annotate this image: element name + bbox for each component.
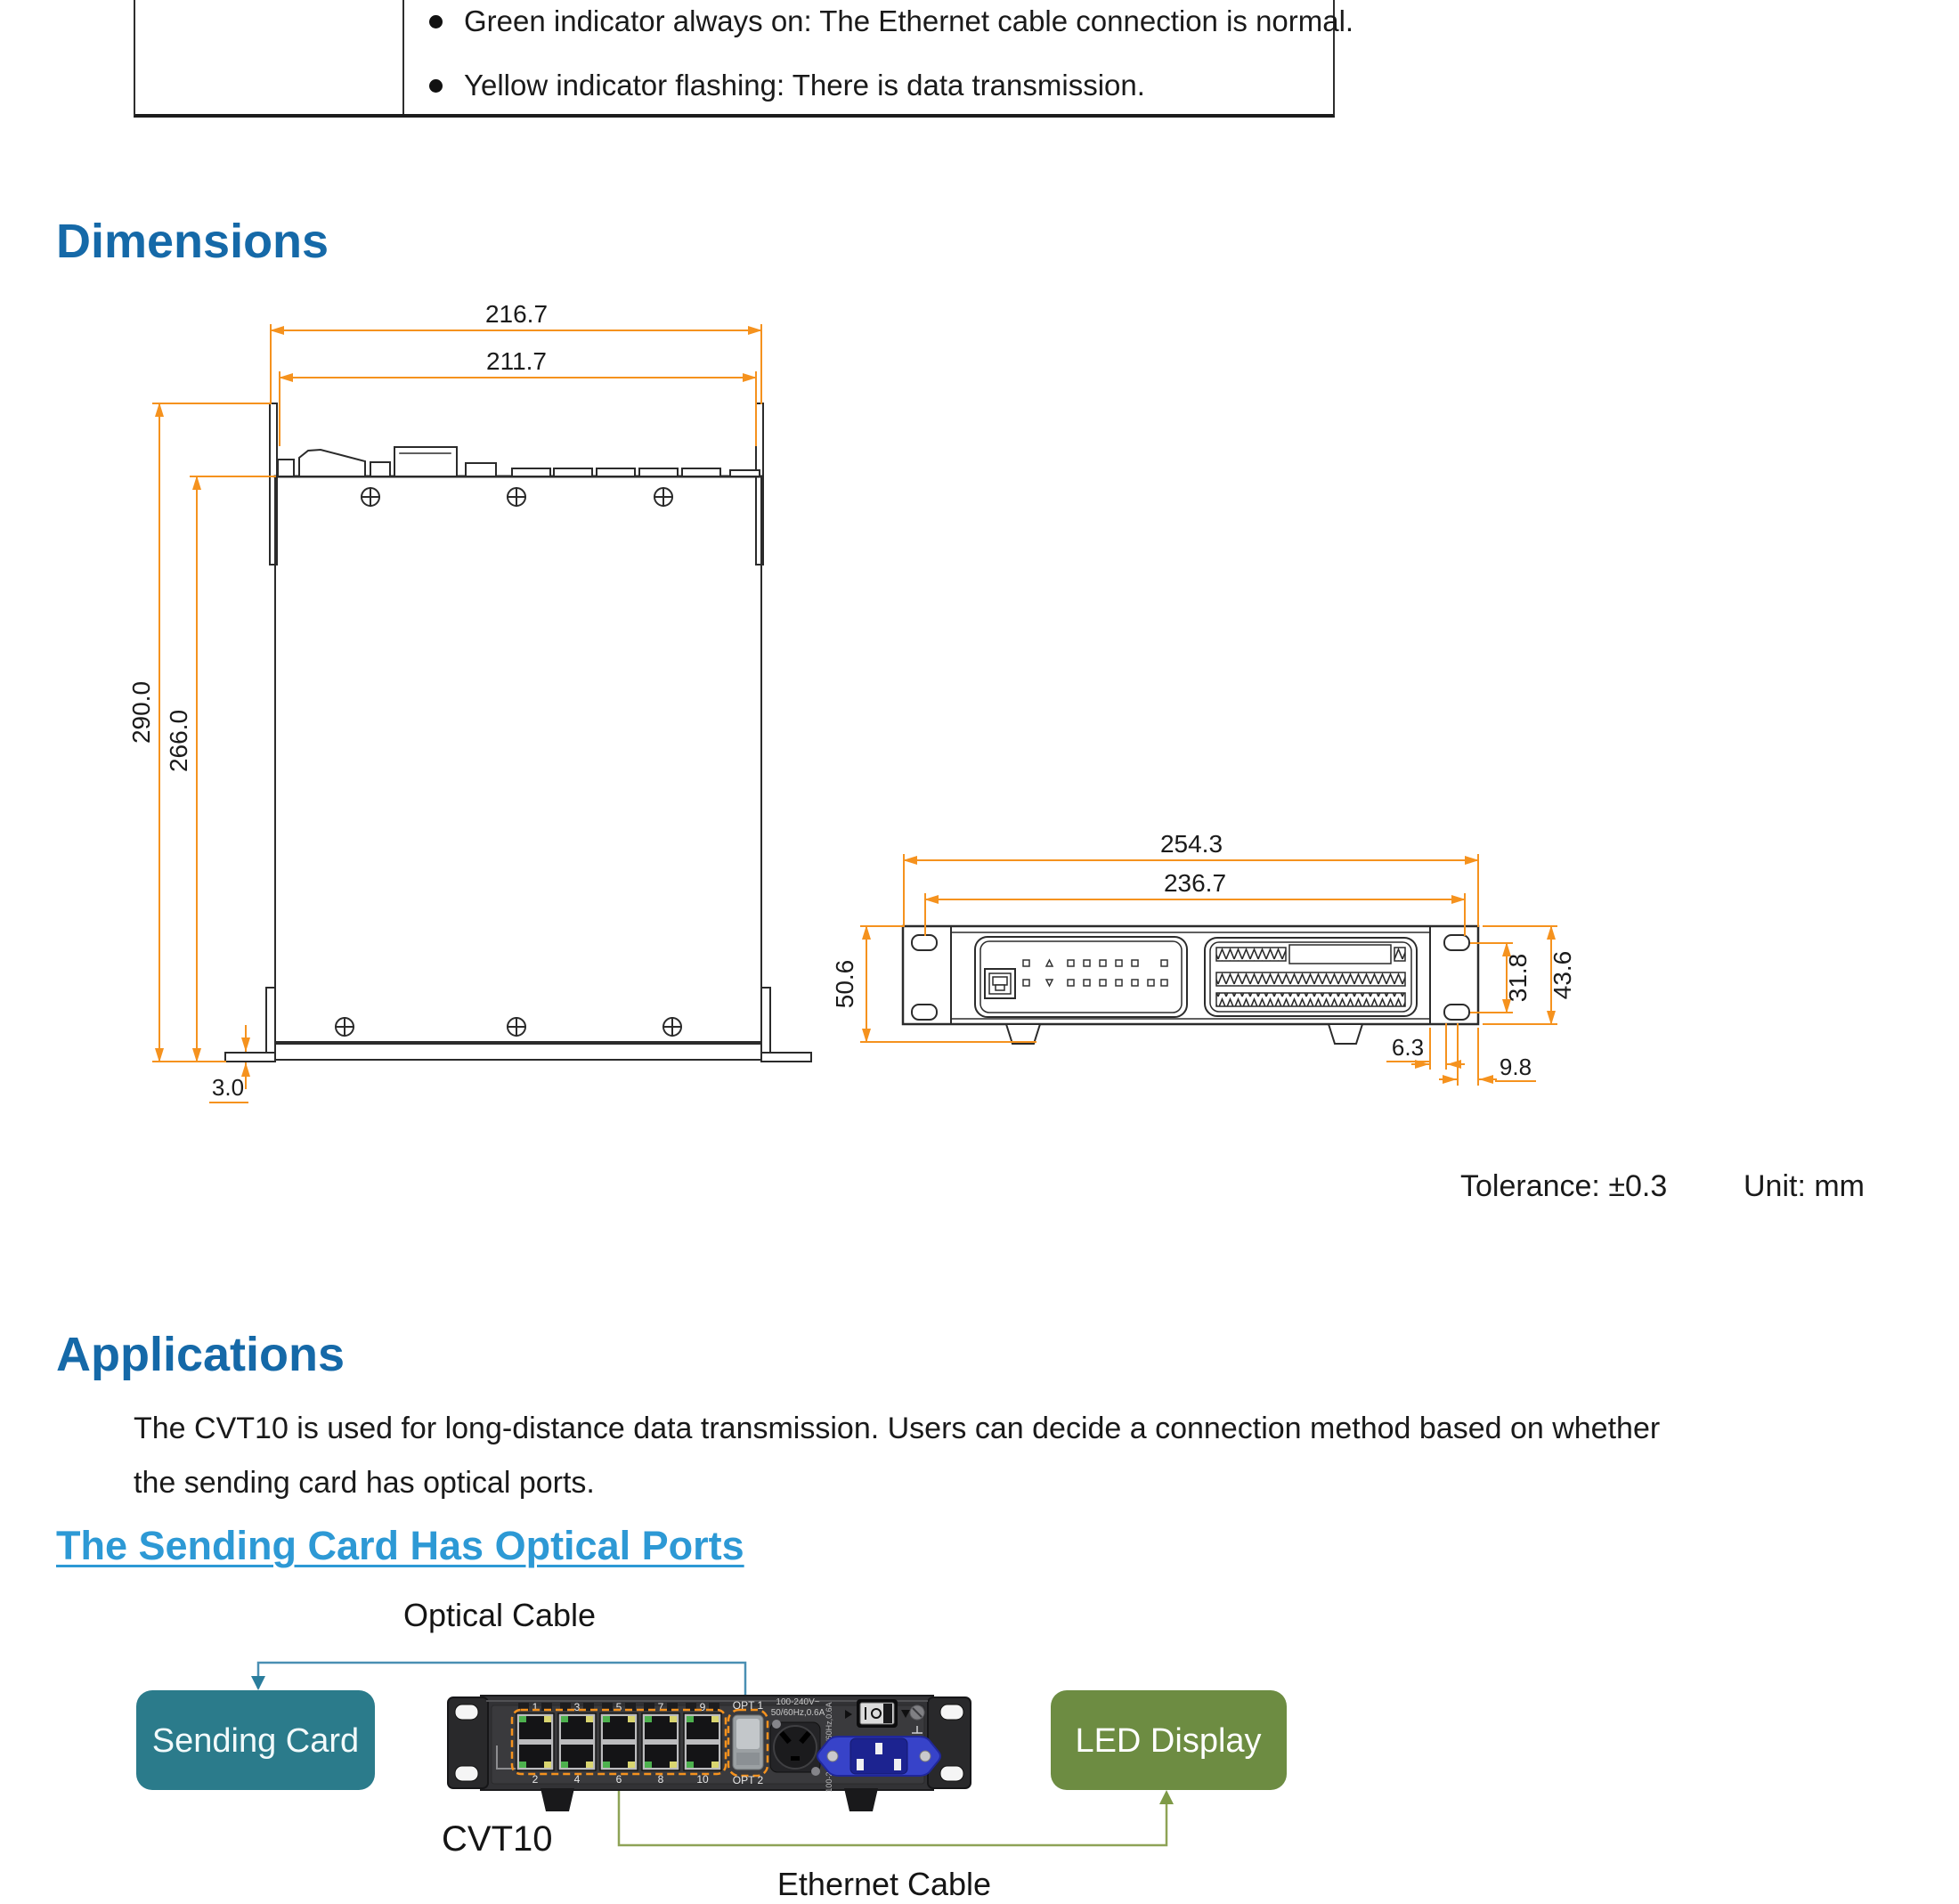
ethernet-ports xyxy=(516,1713,721,1770)
arrow-up-icon xyxy=(1159,1790,1174,1804)
applications-paragraph-line2: the sending card has optical ports. xyxy=(134,1466,595,1500)
optical-cable-label: Optical Cable xyxy=(402,1597,597,1633)
opt2-label: OPT 2 xyxy=(732,1774,764,1786)
optical-port xyxy=(733,1715,763,1770)
port-number: 7 xyxy=(657,1701,664,1713)
opt1-label: OPT 1 xyxy=(732,1699,764,1712)
dim-label: 6.3 xyxy=(1391,1034,1425,1061)
sending-card-node xyxy=(136,1690,375,1790)
dim-label: 216.7 xyxy=(484,300,549,328)
front-view-drawing xyxy=(831,830,1576,1085)
subsection-title-optical-ports: The Sending Card Has Optical Ports xyxy=(56,1523,744,1568)
dim-label: 236.7 xyxy=(1163,869,1227,897)
dim-label: 9.8 xyxy=(1499,1054,1532,1080)
cvt10-label: CVT10 xyxy=(442,1819,553,1859)
arrow-down-icon xyxy=(251,1676,265,1690)
power-rating-line1: 100-240V~ xyxy=(776,1697,820,1707)
cvt10-device-image xyxy=(448,1696,971,1811)
screw-icon xyxy=(336,488,681,1036)
dim-label: 266.0 xyxy=(165,709,192,773)
port-number: 2 xyxy=(532,1773,539,1786)
application-diagram xyxy=(136,1597,1287,1902)
power-socket xyxy=(770,1720,820,1776)
dim-label: 290.0 xyxy=(127,680,155,745)
sending-card-label: Sending Card xyxy=(151,1722,360,1760)
tolerance-note: Tolerance: ±0.3 xyxy=(1460,1169,1668,1203)
dim-label: 254.3 xyxy=(1159,830,1223,858)
dim-label: 50.6 xyxy=(831,959,858,1009)
table-cell-text: Green indicator always on: The Ethernet cable connection is normal. xyxy=(464,4,1354,37)
power-rating-line2: 50/60Hz,0.6A xyxy=(770,1708,825,1718)
top-view-drawing xyxy=(127,300,811,1103)
port-number: 6 xyxy=(615,1773,622,1786)
port-number: 1 xyxy=(532,1701,539,1713)
section-title-dimensions: Dimensions xyxy=(56,215,329,268)
port-number: 10 xyxy=(696,1773,709,1786)
unit-note: Unit: mm xyxy=(1744,1169,1865,1203)
port-number: 5 xyxy=(615,1701,622,1713)
port-number: 3 xyxy=(573,1701,581,1713)
dim-label: 43.6 xyxy=(1549,950,1576,1000)
section-title-applications: Applications xyxy=(56,1328,345,1381)
applications-paragraph-line1: The CVT10 is used for long-distance data transmission. Users can decide a connection method based on whether xyxy=(134,1412,1661,1445)
power-inlet xyxy=(817,1737,940,1776)
table-cell-text: Yellow indicator flashing: There is data transmission. xyxy=(464,69,1145,102)
dim-label: 211.7 xyxy=(486,347,547,375)
port-number: 4 xyxy=(573,1773,581,1786)
dim-label: 31.8 xyxy=(1504,953,1532,1003)
led-display-node xyxy=(1051,1690,1287,1790)
led-display-label: LED Display xyxy=(1075,1722,1262,1760)
dim-label: 3.0 xyxy=(211,1074,245,1101)
port-number: 8 xyxy=(657,1773,664,1786)
port-number: 9 xyxy=(699,1701,706,1713)
ethernet-cable-label: Ethernet Cable xyxy=(776,1866,992,1902)
